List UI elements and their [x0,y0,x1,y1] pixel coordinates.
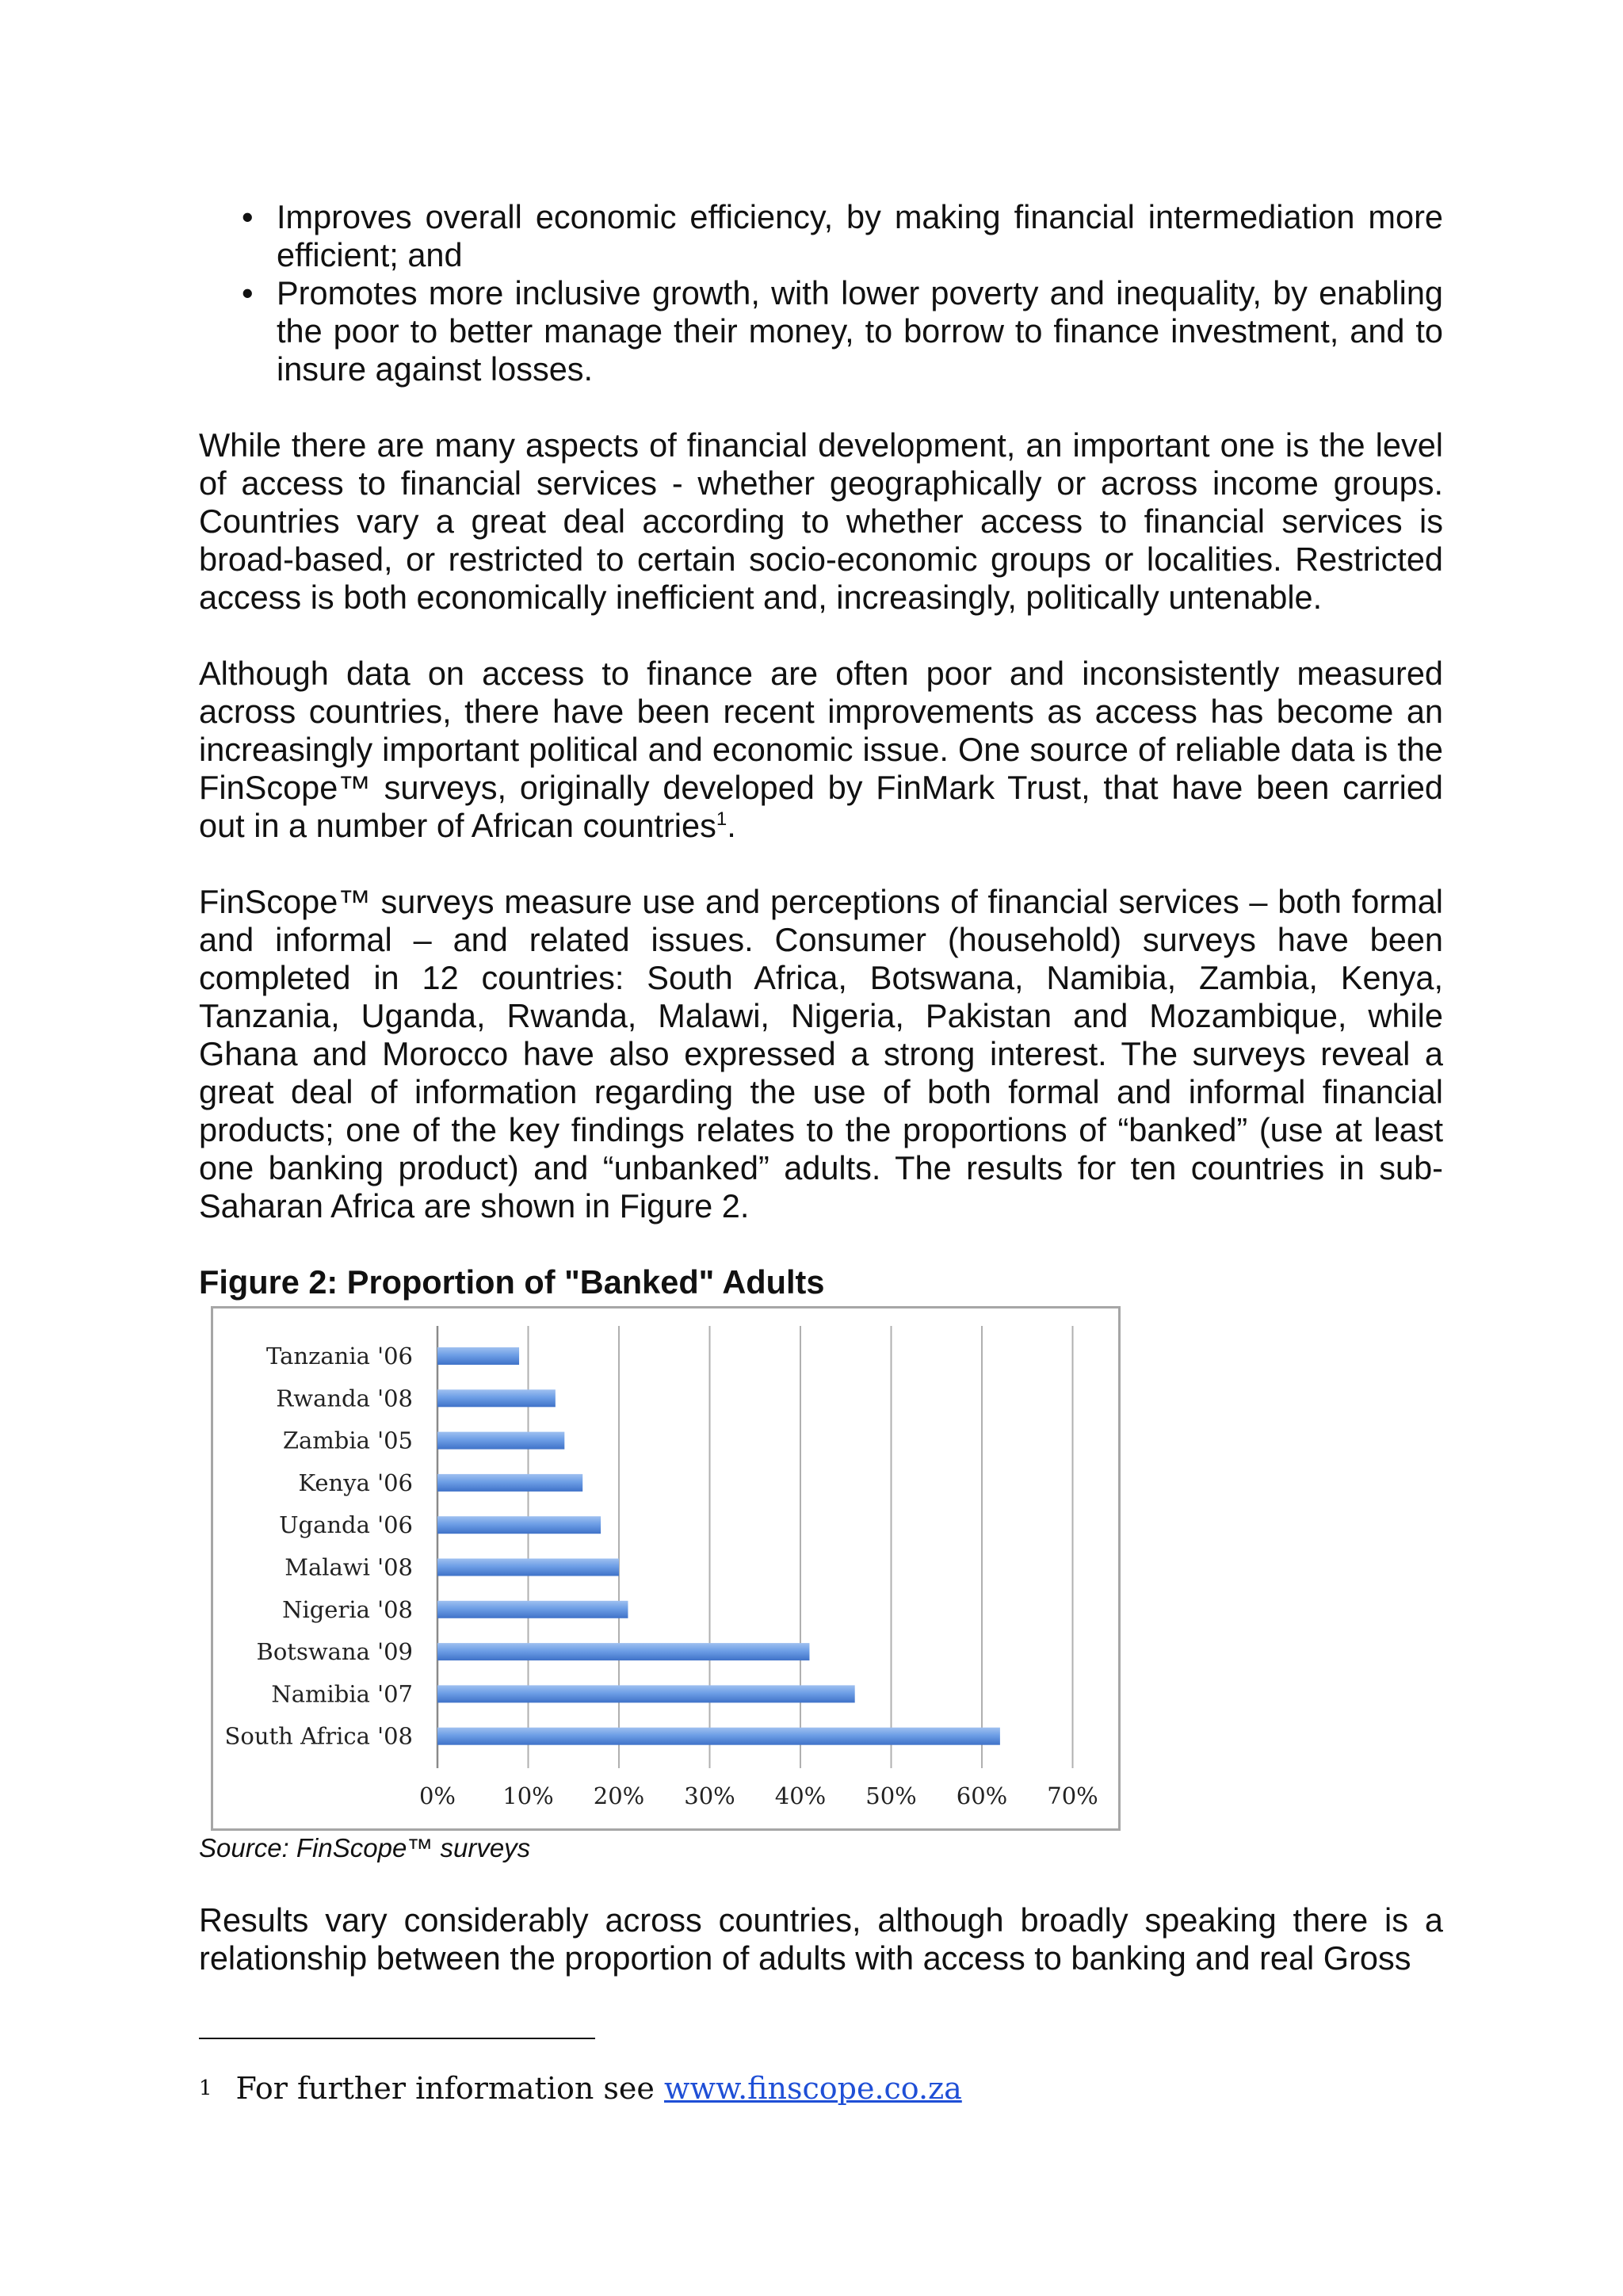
x-tick-label: 20% [593,1782,645,1809]
paragraph-results: Results vary considerably across countries, although broadly speaking there is a relationship between the proportion of adults with access to banking and real Gross [199,1901,1443,1977]
bar [437,1685,855,1702]
document-body [199,198,1443,1301]
bar [437,1474,582,1492]
bullet-list [199,198,1443,388]
category-label: South Africa '08 [224,1722,413,1750]
bar [437,1643,809,1660]
list-item: • Improves overall economic efficiency, by making financial intermediation more efficient; and [242,198,1443,273]
x-tick-label: 60% [956,1782,1008,1809]
x-tick-label: 30% [684,1782,735,1809]
category-label: Namibia '07 [271,1680,413,1708]
category-label: Botswana '09 [256,1638,413,1666]
chart-frame [211,1306,1121,1831]
category-label: Rwanda '08 [276,1385,413,1412]
bar-chart [213,1308,1118,1828]
category-label: Malawi '08 [285,1553,413,1581]
category-label: Uganda '06 [279,1511,413,1539]
category-label: Nigeria '08 [282,1595,413,1623]
paragraph-finscope: FinScope™ surveys measure use and perceptions of financial services – both formal and informal – and related issues. Consumer (household) surveys have been completed in 12 countries: South Africa, Botswana, Namibia, Zambia, Kenya, Tanzania, Uganda, Rwanda, Malawi, Nigeria, Pakistan and Mozambique, while Ghana and Morocco have also expressed a strong interest. The surveys reveal a great deal of information regarding the use of both formal and informal financial products; one of the key findings relates to the proportions of “banked” (use at least one banking product) and “unbanked” adults. The results for ten countries in sub-Saharan Africa are shown in Figure 2. [199,883,1443,1224]
bar [437,1432,564,1450]
bar [437,1728,1000,1745]
paragraph-data: Although data on access to finance are often poor and inconsistently measured across countries, there have been recent improvements as access has become an increasingly important political and economic issue. One source of reliable data is the FinScope™ surveys, originally developed by FinMark Trust, that have been carried out in a number of African countries$^1$. [199,655,1443,844]
category-label: Zambia '05 [282,1427,413,1454]
footnote [199,2070,962,2107]
bullet-icon: • [242,274,254,311]
footnote-number: 1 [199,2076,212,2100]
list-item: • Promotes more inclusive growth, with lower poverty and inequality, by enabling the poor to better manage their money, to borrow to finance investment, and to insure against losses. [242,274,1443,388]
footnote-link[interactable]: www.finscope.co.za [664,2071,962,2106]
x-tick-label: 10% [502,1782,554,1809]
bullet-icon: • [242,198,254,235]
figure-source: Source: FinScope™ surveys [199,1833,531,1862]
figure-title: Figure 2: Proportion of "Banked" Adults [199,1263,825,1301]
x-tick-label: 50% [865,1782,917,1809]
x-tick-label: 40% [774,1782,827,1809]
bar [437,1389,556,1407]
document-body-continued [199,1901,1443,1977]
x-tick-label: 0% [418,1782,456,1809]
bar [437,1601,628,1618]
footnote-separator [199,2038,595,2039]
bar [437,1516,601,1534]
category-label: Tanzania '06 [266,1343,413,1370]
x-tick-label: 70% [1047,1782,1098,1809]
bar [437,1347,519,1365]
category-label: Kenya '06 [298,1469,413,1496]
footnote-text: For further information see [235,2071,655,2106]
footnote-ref[interactable]: 1 [716,808,727,831]
paragraph-access: While there are many aspects of financial development, an important one is the level of access to financial services - whether geographically or across income groups. Countries vary a great deal according to whether access to financial services is broad-based, or restricted to certain socio-economic groups or localities. Restricted access is both economically inefficient and, increasingly, politically untenable. [199,426,1443,616]
bar [437,1559,619,1576]
